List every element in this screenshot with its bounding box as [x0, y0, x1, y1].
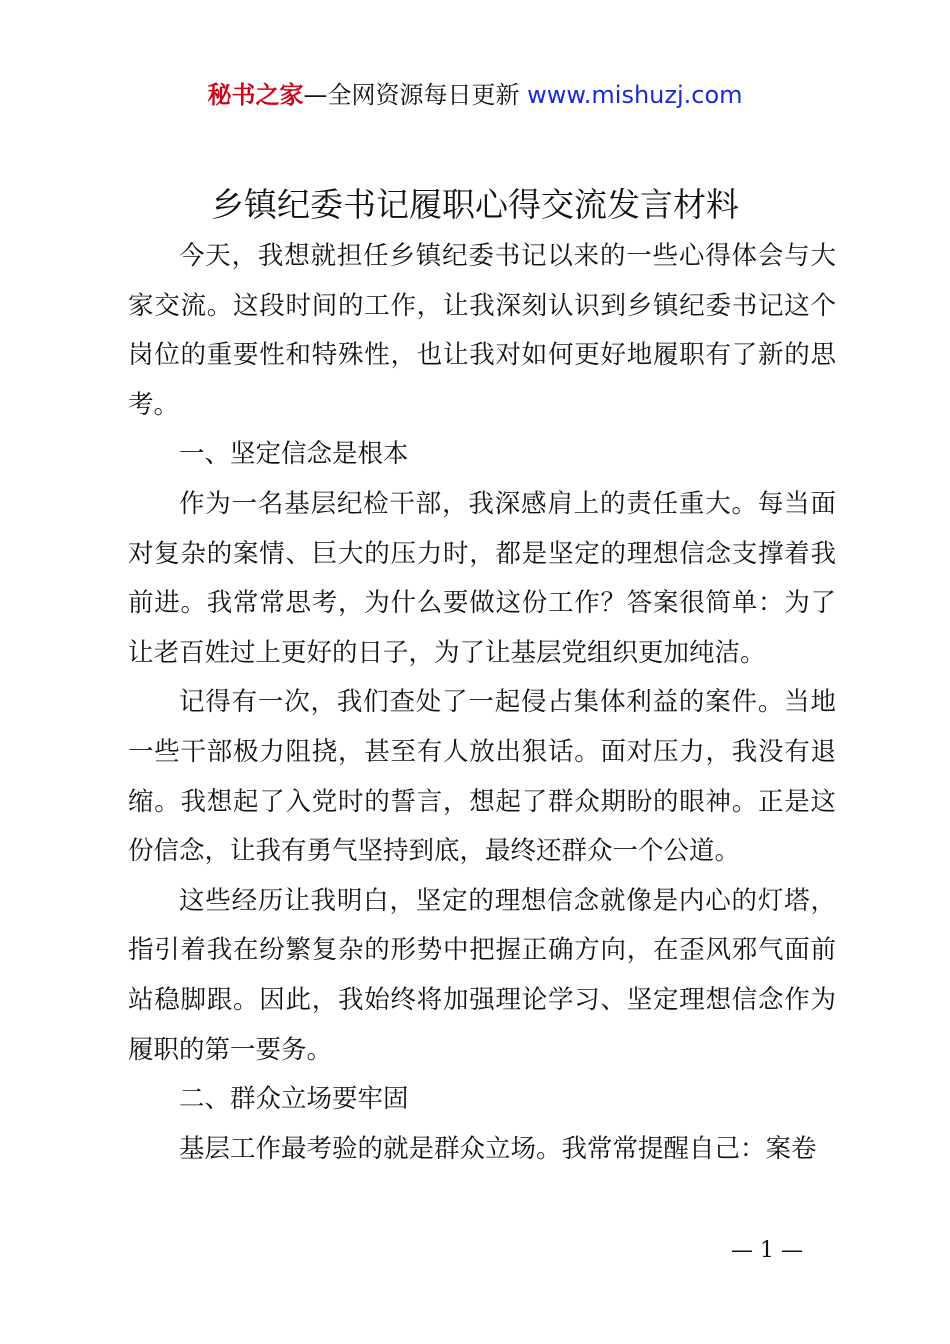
section-heading-1: 一、坚定信念是根本 — [179, 439, 409, 470]
site-banner — [0, 78, 950, 112]
page-number: — 1 — — [731, 1238, 803, 1263]
site-url-link[interactable]: www.mishuzj.com — [527, 81, 743, 109]
body-paragraph: 作为一名基层纪检干部，我深感肩上的责任重大。每当面对复杂的案情、巨大的压力时，都是坚定的理想信念支撑着我前进。我常常思考，为什么要做这份工作？答案很简单：为了让老百姓过上更好的日子，为了让基层党组织更加纯洁。 — [128, 488, 836, 668]
site-brand: 秘书之家 — [207, 81, 304, 109]
site-tagline: —全网资源每日更新 — [303, 81, 528, 109]
section-heading-2: 二、群众立场要牢固 — [179, 1084, 409, 1115]
body-paragraph: 基层工作最考验的就是群众立场。我常常提醒自己：案卷 — [179, 1133, 817, 1164]
document-title: 乡镇纪委书记履职心得交流发言材料 — [211, 185, 739, 224]
intro-paragraph: 今天，我想就担任乡镇纪委书记以来的一些心得体会与大家交流。这段时间的工作，让我深刻认识到乡镇纪委书记这个岗位的重要性和特殊性，也让我对如何更好地履职有了新的思考。 — [128, 241, 836, 420]
body-paragraph: 记得有一次，我们查处了一起侵占集体利益的案件。当地一些干部极力阻挠，甚至有人放出狠话。面对压力，我没有退缩。我想起了入党时的誓言，想起了群众期盼的眼神。正是这份信念，让我有勇气坚持到底，最终还群众一个公道。 — [128, 687, 836, 867]
body-paragraph: 这些经历让我明白，坚定的理想信念就像是内心的灯塔，指引着我在纷繁复杂的形势中把握正确方向，在歪风邪气面前站稳脚跟。因此，我始终将加强理论学习、坚定理想信念作为履职的第一要务。 — [128, 885, 836, 1065]
document-body — [128, 232, 836, 1174]
